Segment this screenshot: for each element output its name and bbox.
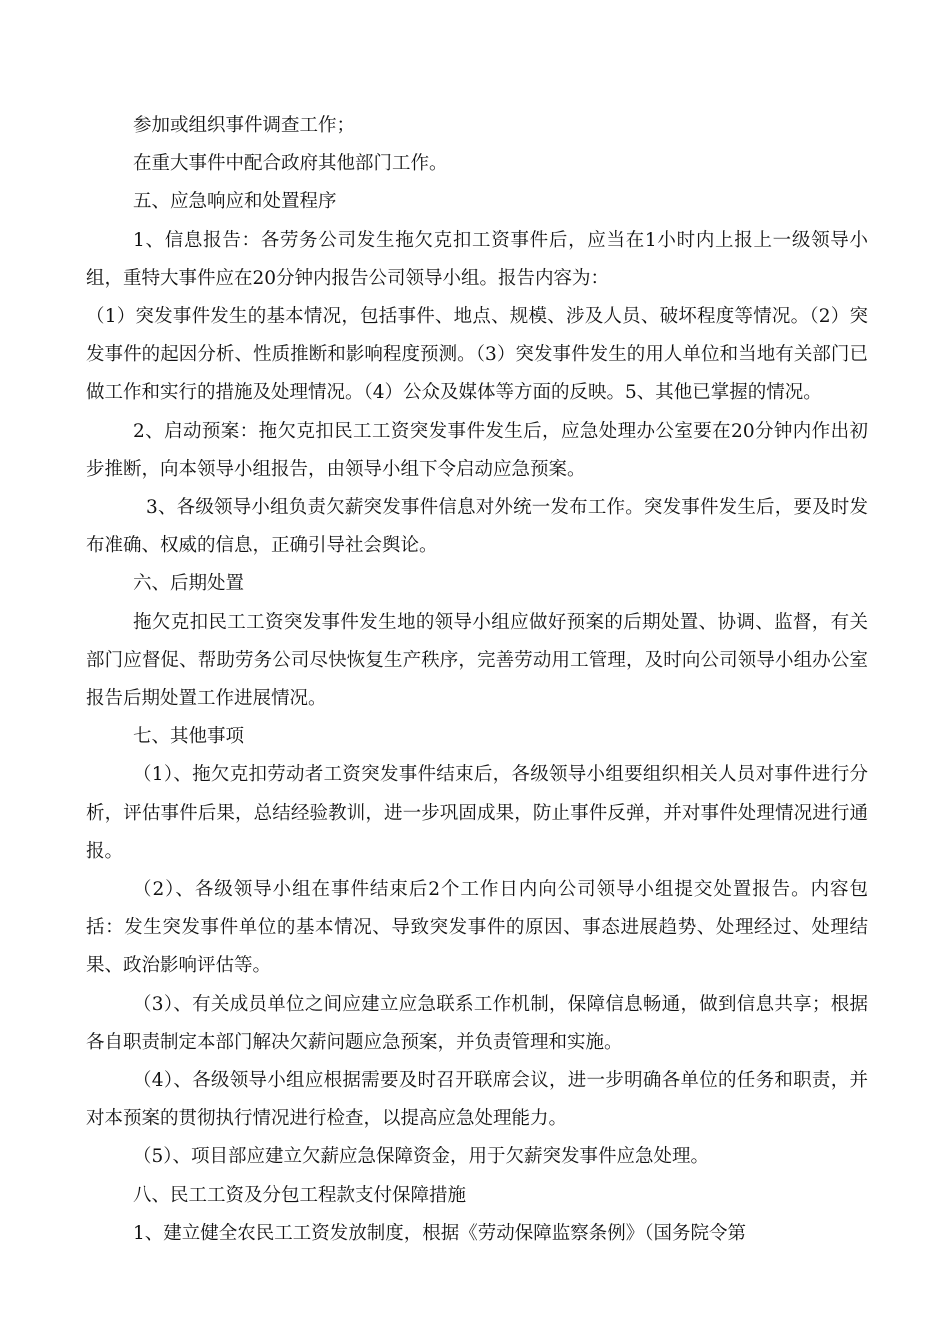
paragraph-aftermath: 拖欠克扣民工工资突发事件发生地的领导小组应做好预案的后期处置、协调、监督，有关部门应督促、帮助劳务公司尽快恢复生产秩序，完善劳动用工管理，及时向公司领导小组办公室报告后期处置工作进展情况。 [86, 611, 868, 710]
paragraph-other-5: （5）、项目部应建立欠薪应急保障资金，用于欠薪突发事件应急处理。 [133, 1146, 710, 1168]
paragraph-other-1: （1）、拖欠克扣劳动者工资突发事件结束后，各级领导小组要组织相关人员对事件进行分析，评估事件后果，总结经验教训，进一步巩固成果，防止事件反弹，并对事件处理情况进行通报。 [86, 764, 868, 862]
paragraph-other-4: （4）、各级领导小组应根据需要及时召开联席会议，进一步明确各单位的任务和职责，并对本预案的贯彻执行情况进行检查，以提高应急处理能力。 [86, 1070, 868, 1130]
paragraph-wage-system: 1、建立健全农民工工资发放制度，根据《劳动保障监察条例》（国务院令第 [133, 1222, 747, 1244]
paragraph-report-contents: （1）突发事件发生的基本情况，包括事件、地点、规模、涉及人员、破坏程度等情况。（2）突发事件的起因分析、性质推断和影响程度预测。（3）突发事件发生的用人单位和当地有关部门已做工作和实行的措施及处理情况。（4）公众及媒体等方面的反映。5、其他已掌握的情况。 [86, 306, 868, 404]
paragraph-cooperation: 在重大事件中配合政府其他部门工作。 [133, 153, 448, 175]
section-heading-8: 八、民工工资及分包工程款支付保障措施 [133, 1184, 467, 1206]
paragraph-investigation: 参加或组织事件调查工作； [133, 115, 356, 136]
paragraph-start-plan: 2、启动预案：拖欠克扣民工工资突发事件发生后，应急处理办公室要在20分钟内作出初步推断，向本领导小组报告，由领导小组下令启动应急预案。 [86, 420, 868, 480]
section-heading-5: 五、应急响应和处置程序 [133, 191, 337, 213]
document-body [86, 107, 868, 1253]
paragraph-other-2: （2）、各级领导小组在事件结束后2个工作日内向公司领导小组提交处置报告。内容包括：发生突发事件单位的基本情况、导致突发事件的原因、事态进展趋势、处理经过、处理结果、政治影响评估等。 [86, 879, 868, 977]
paragraph-other-3: （3）、有关成员单位之间应建立应急联系工作机制，保障信息畅通，做到信息共享；根据各自职责制定本部门解决欠薪问题应急预案，并负责管理和实施。 [86, 993, 868, 1053]
paragraph-info-report: 1、信息报告：各劳务公司发生拖欠克扣工资事件后，应当在1小时内上报上一级领导小组，重特大事件应在20分钟内报告公司领导小组。报告内容为： [86, 229, 868, 289]
section-heading-6: 六、后期处置 [133, 573, 245, 595]
section-heading-7: 七、其他事项 [133, 726, 245, 748]
paragraph-info-release: 3、各级领导小组负责欠薪突发事件信息对外统一发布工作。突发事件发生后，要及时发布准确、权威的信息，正确引导社会舆论。 [86, 497, 868, 557]
